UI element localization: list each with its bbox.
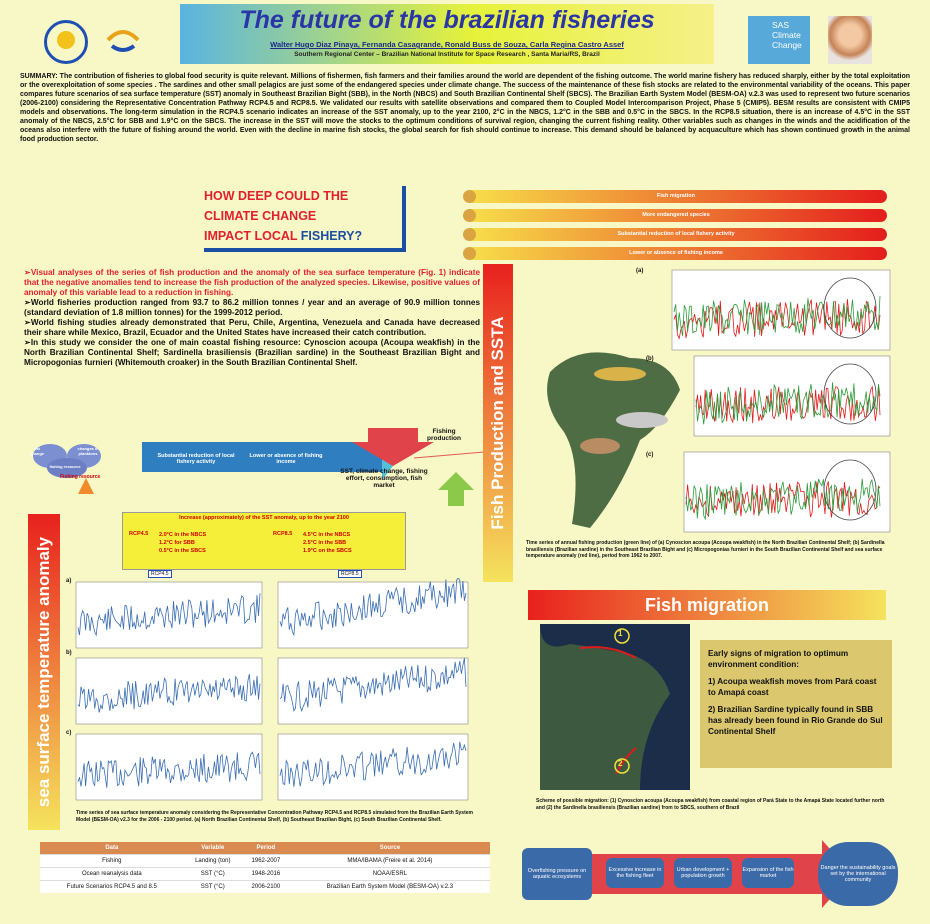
author-list: Walter Hugo Diaz Pinaya, Fernanda Casagrande, Ronald Buss de Souza, Carla Regina Castro Assef <box>270 40 624 49</box>
fish-icon <box>616 412 668 428</box>
institution-logo <box>104 22 142 58</box>
inpe-logo <box>44 20 88 64</box>
table-cell: Fishing <box>40 855 184 868</box>
fish-icon <box>580 438 620 454</box>
migration-intro: Early signs of migration to optimum environment condition: <box>708 649 849 669</box>
findings-text <box>24 268 480 368</box>
impact-bar-label: More endangered species <box>642 212 710 218</box>
table-cell: SST (°C) <box>184 881 242 894</box>
flow-box: Excessive increase in the fishing fleet <box>606 858 664 888</box>
table-cell: 1948-2016 <box>242 868 290 881</box>
rcp-value: 2.5°C in the SBB <box>303 540 347 546</box>
table-header: Source <box>290 842 490 855</box>
drivers-label: SST, climate change, fishing effort, consumption, fish market <box>340 468 428 489</box>
fish-production-banner <box>483 264 513 582</box>
migration-caption: Scheme of possible migration: (1) Cynoscion acoupa (Acoupa weakfish) from coastal region of Pará State to the Amapá State located further north and (2) the Sardinella brasiliensis (Brazilian sardine) from to SBCS, southern of Brazil <box>536 798 885 811</box>
flow-box: Danger the sustainability goals set by the international community <box>818 842 898 906</box>
data-source-table <box>40 842 490 893</box>
venn-label: fishing resource <box>49 464 81 469</box>
rcp-value: 4.5°C in the NBCS <box>303 532 351 538</box>
sst-increase-box <box>122 512 406 570</box>
flow-box: Overfishing pressure on aquatic ecosystems <box>522 848 592 900</box>
chart-tag: (c) <box>646 452 654 458</box>
how-deep-heading <box>204 186 406 252</box>
institution: Southern Regional Center – Brazilian National Institute for Space Research , Santa Maria/RS, Brazil <box>294 51 600 58</box>
table-cell: Brazilian Earth System Model (BESM-OA) v.2.3 <box>290 881 490 894</box>
banner-label: Fish Production and SSTA <box>488 316 507 530</box>
rcp-value: 1.9°C on the SBCS <box>303 548 352 554</box>
rcp-value: 1.2°C for SBB <box>159 540 195 546</box>
table-cell: 2006-2100 <box>242 881 290 894</box>
rcp-value: 0.5°C in the SBCS <box>159 548 206 554</box>
table-cell: Ocean reanalysis data <box>40 868 184 881</box>
venn-label: changes in planktons <box>77 446 99 456</box>
finding-paragraph: ➢World fishing studies already demonstrated that Peru, Chile, Argentina, Venezuela and Canada have decreased their share while Mexico, Brazil, Ecuador and the United States have increased their catch contribution. <box>24 318 480 337</box>
table-header: Data <box>40 842 184 855</box>
panel-frame <box>76 658 262 724</box>
impact-bar <box>465 190 887 203</box>
panel-tag: b) <box>66 650 72 656</box>
heading-part: IMPACT LOCAL <box>204 229 301 243</box>
heading-line: CLIMATE CHANGE <box>204 209 317 223</box>
impact-bar <box>465 228 887 241</box>
impact-bar <box>465 209 887 222</box>
fish-migration-banner: Fish migration <box>528 590 886 620</box>
migration-map <box>540 624 690 790</box>
poster-title: The future of the brazilian fisheries <box>239 6 655 34</box>
finding-paragraph: ➢World fisheries production ranged from 93.7 to 86.2 million tonnes / year and an average of 90.9 million tonnes (standard deviation of 1.8 million tonnes) for the 1999-2012 period. <box>24 298 480 317</box>
impact-bar-label: Fish migration <box>657 193 695 199</box>
chart-tag: (b) <box>646 356 654 362</box>
flow-box: Lower or absence of fishing income <box>249 453 323 465</box>
table-cell: 1962-2007 <box>242 855 290 868</box>
panel-frame <box>76 734 262 800</box>
panel-tag: c) <box>66 730 72 736</box>
table-cell: SST (°C) <box>184 868 242 881</box>
poster-header <box>180 4 714 64</box>
flow-box: Substantial reduction of local fishery activity <box>157 453 235 465</box>
rcp45-values <box>159 531 206 555</box>
table-row <box>40 855 490 868</box>
flow-box: Expansion of the fish market <box>742 858 794 888</box>
heading-line: HOW DEEP COULD THE <box>204 189 349 203</box>
fish-caption: Time series of annual fishing production (green line) of (a) Cynoscion acoupa (Acoupa weakfish) in the North Brazilian Continental Shelf; (b) Sardinella brasiliensis (Brazilian sardine) in the Southeast Brazilian Bight and (c) Micropogonias furnieri in the South Brazilian Continental Shelf and sea surface temperature anomaly (red line), period from 1962 to 2007. <box>526 540 885 559</box>
migration-item: 2) Brazilian Sardine typically found in SBB has already been found in Rio Grande do Sul Continental Shelf <box>708 705 883 736</box>
impact-bar-label: Lower or absence of fishing income <box>629 250 723 256</box>
table-row <box>40 868 490 881</box>
up-arrow-icon <box>438 472 474 506</box>
fishing-production-label: Fishing production <box>427 428 461 442</box>
flow-box: Urban development + population growth <box>674 858 732 888</box>
migration-text <box>700 640 892 768</box>
route-marker-label: 1 <box>618 629 623 638</box>
table-cell: Future Scenarios RCP4.5 and 8.5 <box>40 881 184 894</box>
heading-line <box>204 226 402 246</box>
sst-box-title: Increase (approximately) of the SST anomaly, up to the year 2100 <box>179 515 349 521</box>
bottom-flow-diagram <box>522 840 898 908</box>
finding-paragraph: ➢In this study we consider the one of main coastal fishing resource: Cynoscion acoupa (Acoupa weakfish) in the North Brazilian Continental Shelf; Sardinella brasiliensis (Brazilian sardine) in the Southeast Brazilian Bight and Micropogonias furnieri (Whitemouth croaker) in the South Brazilian Continental Shelf. <box>24 338 480 367</box>
table-cell: MMA/IBAMA (Freire et al. 2014) <box>290 855 490 868</box>
rcp45-label: RCP4.5 <box>129 531 149 537</box>
sst-anomaly-banner <box>28 514 60 830</box>
pyramid-icon <box>78 478 94 494</box>
migration-item: 1) Acoupa weakfish moves from Pará coast to Amapá coast <box>708 677 877 697</box>
panel-tag: a) <box>66 578 72 584</box>
rcp85-tag: RCP8.5 <box>338 570 362 578</box>
impact-bar <box>465 247 887 260</box>
legend-title: Fishing resource <box>60 474 101 480</box>
table-cell: NOAA/ESRL <box>290 868 490 881</box>
finding-paragraph: ➢Visual analyses of the series of fish production and the anomaly of the sea surface temperature (Fig. 1) indicate that the negative anomalies tend to increase the fish production of the analyzed species. Likewise, positive values of anomaly of this variable lead to a reduction in fishing. <box>24 268 480 297</box>
impact-bars <box>465 190 887 266</box>
banner-label: sea surface temperature anomaly <box>34 536 53 808</box>
impact-bar-label: Substantial reduction of local fishery activity <box>617 231 735 237</box>
panel-frame <box>76 582 262 648</box>
panel-frame <box>278 658 468 724</box>
rcp85-label: RCP8.5 <box>273 531 293 537</box>
venn-label: sst change <box>29 446 44 456</box>
rcp85-values <box>303 531 352 555</box>
table-header: Period <box>242 842 290 855</box>
sst-caption: Time series of sea surface temperature anomaly considering the Representative Concentration Pathway RCP4.5 and RCP8.5 simulated from the Brazilian Earth System Model (BESM-OA) v2.3 for the 2006 - 2100 period. (a) North Brazilian Continental Shelf, (b) Southeast Brazilian Bight, (c) South Brazilian Continental Shelf. <box>76 810 473 823</box>
summary: SUMMARY: The contribution of fisheries to global food security is quite relevant. Millions of fishermen, fish farmers and their families around the world are dependent of the fishing outcome. The world marine fishery has reduced sharply, either by the total exploitation or the overexploitation of some species . The sardines and other small pelagics are just some of the endangered species under climate change. The success of the maintenance of these fish stocks are related to the environmental variability of the oceans. This paper compares future scenarios of sea surface temperature (SST) anomaly in Southeast Brazilian Bight (SBB), in the North (NBCS) and South Brazilian Continental Shelf (SBCS). The Brazilian Earth System Model (BESM-OA) v.2.3 was used to represent two future scenarios (2006-2100) considering the Representative Concentration Pathway RCP4.5 and RCP8.5. We validated our results with satellite observations and compared them to Coupled Model Intercomparison Project, Phase 5 (CMIP5). BESM results are consistent with CMIP5 models and observations. The long-term simulation in the RCP4.5 scenario indicates an increase of the SST anomaly, up to the year 2100, 2°C in the NBCS, 1.2°C in the SBB and 0.5°C in the SBCS. In the RCP8.5 situation, there is an increase of 4.5°C in the SST anomaly of the NBCS, 2.5°C for SBB and 1.9°C on the SBCS. The increase in the SST will move the stocks to the optimum conditions of survival region, changing the current fishing reality. Other variables such as changes in the winds and the acidification of the oceans also interfere with the future of fishing around the world. Even with the decline in marine fish stocks, the global search for fish should continue to increase. This demand should be balanced by acquaculture which has shown continued growth in the animal food production sector. <box>20 73 910 143</box>
rcp-value: 2.0°C in the NBCS <box>159 532 207 538</box>
rcp45-tag: RCP4.5 <box>148 570 172 578</box>
heading-part: FISHERY? <box>300 229 363 243</box>
sas-climate-change-logo: SAS Climate Change <box>748 16 810 64</box>
table-row <box>40 881 490 894</box>
chart-tag: (a) <box>636 268 644 274</box>
author-photo <box>828 16 872 64</box>
sst-anomaly-panels <box>64 578 492 806</box>
route-marker-label: 2 <box>618 759 623 768</box>
fish-icon <box>594 367 646 381</box>
table-header: Variable <box>184 842 242 855</box>
table-cell: Landing (ton) <box>184 855 242 868</box>
fish-production-panels <box>520 262 920 538</box>
